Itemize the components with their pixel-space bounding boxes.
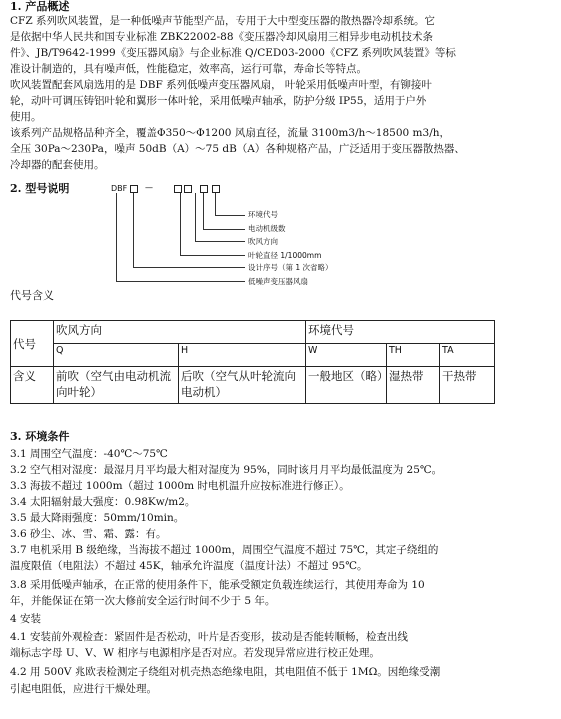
table-row-label-meaning: 含义: [11, 367, 54, 404]
paragraph-line: 全压 30Pa～230Pa，噪声 50dB（A）～75 dB（A）各种规格产品，广泛适用于变压器散热器、: [10, 143, 465, 155]
list-item: 温度限值（电阻法）不超过 45K，轴承允许温度（温度计法）不超过 95℃。: [10, 560, 368, 572]
list-item: 3.7 电机采用 B 级绝缘，当海拔不超过 1000m，周围空气温度不超过 75℃，其定子绕组的: [10, 544, 439, 556]
code-box-impeller-diameter-2: [184, 185, 192, 193]
list-item: 3.2 空气相对湿度：最湿月月平均最大相对湿度为 95%，同时该月月平均最低温度为 25℃。: [10, 464, 443, 476]
paragraph-line: 冷却器的配套使用。: [10, 159, 105, 171]
paragraph-line: 轮，动叶可调压铸铝叶轮和翼形一体叶轮，采用低噪声轴承，防护分级 IP55，适用于户外: [10, 95, 427, 107]
table-cell-code: W: [306, 344, 387, 367]
label-impeller-diameter: 叶轮直径 1/1000mm: [248, 251, 322, 260]
list-item: 3.3 海拔不超过 1000m（超过 1000m 时电机温升应按标准进行修正）。: [10, 480, 350, 492]
table-cell-meaning: 干热带: [440, 367, 495, 404]
paragraph-line: 该系列产品规格品种齐全，覆盖Φ350～Φ1200 风扇直径，流量 3100m3/h～18500 m3/h，: [10, 127, 450, 139]
label-low-noise-fan: 低噪声变压器风扇: [248, 277, 308, 286]
table-header-wind-direction: 吹风方向: [54, 321, 306, 344]
section-4-heading: 4 安装: [10, 613, 42, 625]
paragraph-line: CFZ 系列吹风装置，是一种低噪声节能型产品，专用于大中型变压器的散热器冷却系统。它: [10, 15, 435, 27]
paragraph-line: 件》、JB/T9642-1999《变压器风扇》与企业标准 Q/CED03-2000《CFZ 系列吹风装置》等标: [10, 47, 456, 59]
table-row: [11, 344, 495, 367]
label-environment-code: 环境代号: [248, 210, 278, 219]
table-cell-code: H: [179, 344, 306, 367]
paragraph-line: 准设计制造的，具有噪声低，性能稳定，效率高，运行可靠，寿命长等特点。: [10, 63, 367, 75]
table-cell-meaning: 湿热带: [387, 367, 440, 404]
code-box-wind-direction: [200, 185, 208, 193]
list-item: 端标志字母 U、V、W 相序与电源相序是否对应。若发现异常应进行校正处理。: [10, 647, 380, 659]
label-motor-poles: 电动机级数: [248, 224, 286, 233]
model-prefix: DBF: [111, 184, 128, 193]
table-header-environment: 环境代号: [306, 321, 495, 344]
table-cell-code: Q: [54, 344, 179, 367]
paragraph-line: 使用。: [10, 111, 42, 123]
list-item: 3.4 太阳辐射最大强度：0.98Kw/m2。: [10, 496, 196, 508]
label-design-serial: 设计序号（第 1 次省略）: [248, 263, 333, 272]
list-item: 4.1 安装前外观检查：紧固件是否松动，叶片是否变形，拔动是否能转顺畅，检查出线: [10, 631, 409, 643]
code-meaning-table: [10, 320, 495, 404]
code-box-environment: [212, 185, 220, 193]
label-wind-direction: 吹风方向: [248, 237, 278, 246]
table-cell-code: TA: [440, 344, 495, 367]
table-cell-meaning: 一般地区（略）: [306, 367, 387, 404]
table-header-code: 代号: [11, 321, 54, 367]
model-dash: —: [145, 183, 153, 192]
code-box-impeller-diameter-1: [174, 185, 182, 193]
list-item: 引起电阻低，应进行干燥处理。: [10, 683, 157, 695]
section-1-heading: 1. 产品概述: [10, 0, 70, 13]
list-item: 年，并能保证在第一次大修前安全运行时间不少于 5 年。: [10, 595, 276, 607]
table-cell-meaning: 前吹（空气由电动机流向叶轮）: [54, 367, 179, 404]
table-row: [11, 367, 495, 404]
list-item: 3.6 砂尘、冰、雪、霜、露：有。: [10, 528, 167, 540]
code-box-design-serial: [130, 185, 138, 193]
table-row: [11, 321, 495, 344]
paragraph-line: 吹风装置配套风扇选用的是 DBF 系列低噪声变压器风扇， 叶轮采用低噪声叶型，有铆接叶: [10, 79, 432, 91]
paragraph-line: 是依据中华人民共和国专业标准 ZBK22002-88《变压器冷却风扇用三相异步电动机技术条: [10, 31, 434, 43]
list-item: 4.2 用 500V 兆欧表检测定子绕组对机壳热态绝缘电阻，其电阻值不低于 1MΩ。因绝缘受潮: [10, 666, 441, 678]
code-meaning-caption: 代号含义: [10, 289, 54, 302]
section-2-heading: 2. 型号说明: [10, 182, 70, 195]
list-item: 3.5 最大降雨强度：50mm/10min。: [10, 512, 185, 524]
list-item: 3.1 周围空气温度：-40℃～75℃: [10, 448, 168, 460]
list-item: 3.8 采用低噪声轴承，在正常的使用条件下，能承受额定负载连续运行，其使用寿命为 10: [10, 579, 425, 591]
table-cell-code: TH: [387, 344, 440, 367]
table-cell-meaning: 后吹（空气从叶轮流向电动机）: [179, 367, 306, 404]
section-3-heading: 3. 环境条件: [10, 430, 70, 443]
